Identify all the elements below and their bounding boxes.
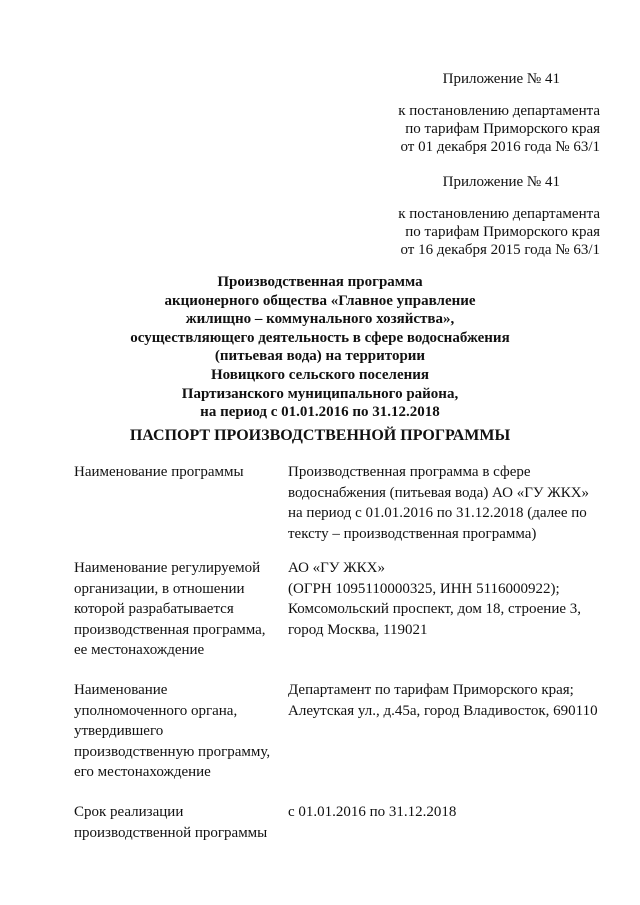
row-label-line: утвердившего: [74, 723, 164, 739]
row-value-line: на период с 01.01.2016 по 31.12.2018 (далее по: [288, 505, 587, 521]
row-label: [74, 802, 284, 843]
row-value-line: Департамент по тарифам Приморского края;: [288, 682, 574, 698]
row-label: [74, 680, 284, 783]
row-label-line: которой разрабатывается: [74, 601, 234, 617]
appendix-line: по тарифам Приморского края: [405, 224, 600, 240]
row-value-line: АО «ГУ ЖКХ»: [288, 560, 385, 576]
row-label: [74, 558, 284, 661]
row-label-line: Наименование программы: [74, 464, 244, 480]
program-title-line: акционерного общества «Главное управление: [164, 292, 476, 309]
row-value-line: Алеутская ул., д.45а, город Владивосток, 690110: [288, 702, 598, 719]
appendix-title: Приложение № 41: [442, 71, 560, 87]
row-value-line: город Москва, 119021: [288, 621, 428, 638]
program-title-line: Новицкого сельского поселения: [210, 366, 430, 383]
row-value-line: с 01.01.2016 по 31.12.2018: [288, 804, 457, 820]
row-value-line: тексту – производственная программа): [288, 525, 537, 542]
appendix-line: к постановлению департамента: [398, 206, 600, 222]
row-value-line: Комсомольский проспект, дом 18, строение 3,: [288, 601, 582, 617]
program-title-line: Партизанского муниципального района,: [181, 385, 459, 402]
row-value: [288, 802, 618, 823]
row-label-line: организации, в отношении: [74, 580, 245, 597]
row-label: [74, 462, 284, 483]
row-label-line: производственная программа,: [74, 621, 266, 638]
row-label-line: уполномоченного органа,: [74, 702, 238, 719]
row-label-line: производственной программы: [74, 824, 268, 841]
row-value: [288, 462, 618, 544]
program-title-line: на период с 01.01.2016 по 31.12.2018: [200, 404, 440, 421]
row-label-line: ее местонахождение: [74, 642, 205, 658]
appendix-line: от 01 декабря 2016 года № 63/1: [400, 139, 600, 155]
row-label-line: Срок реализации: [74, 804, 184, 820]
row-value-line: Производственная программа в сфере: [288, 464, 531, 480]
appendix-header-previous: [398, 173, 600, 259]
row-label-line: его местонахождение: [74, 764, 211, 780]
program-title-line: осуществляющего деятельность в сфере водоснабжения: [130, 329, 510, 346]
appendix-line: от 16 декабря 2015 года № 63/1: [400, 242, 600, 258]
program-title-line: жилищно – коммунального хозяйства»,: [185, 311, 455, 328]
appendix-header-current: [398, 70, 600, 156]
row-label-line: Наименование регулируемой: [74, 560, 261, 576]
appendix-line: по тарифам Приморского края: [405, 121, 600, 137]
row-value: [288, 558, 618, 640]
row-label-line: производственную программу,: [74, 743, 271, 760]
row-value: [288, 680, 618, 721]
program-title: [0, 273, 640, 422]
appendix-line: к постановлению департамента: [398, 103, 600, 119]
appendix-title: Приложение № 41: [442, 174, 560, 190]
row-value-line: (ОГРН 1095110000325, ИНН 5116000922);: [288, 580, 560, 597]
row-label-line: Наименование: [74, 682, 168, 698]
passport-heading: ПАСПОРТ ПРОИЗВОДСТВЕННОЙ ПРОГРАММЫ: [129, 427, 511, 444]
row-value-line: водоснабжения (питьевая вода) АО «ГУ ЖКХ»: [288, 484, 590, 501]
program-title-line: Производственная программа: [217, 274, 423, 290]
program-title-line: (питьевая вода) на территории: [214, 348, 426, 365]
